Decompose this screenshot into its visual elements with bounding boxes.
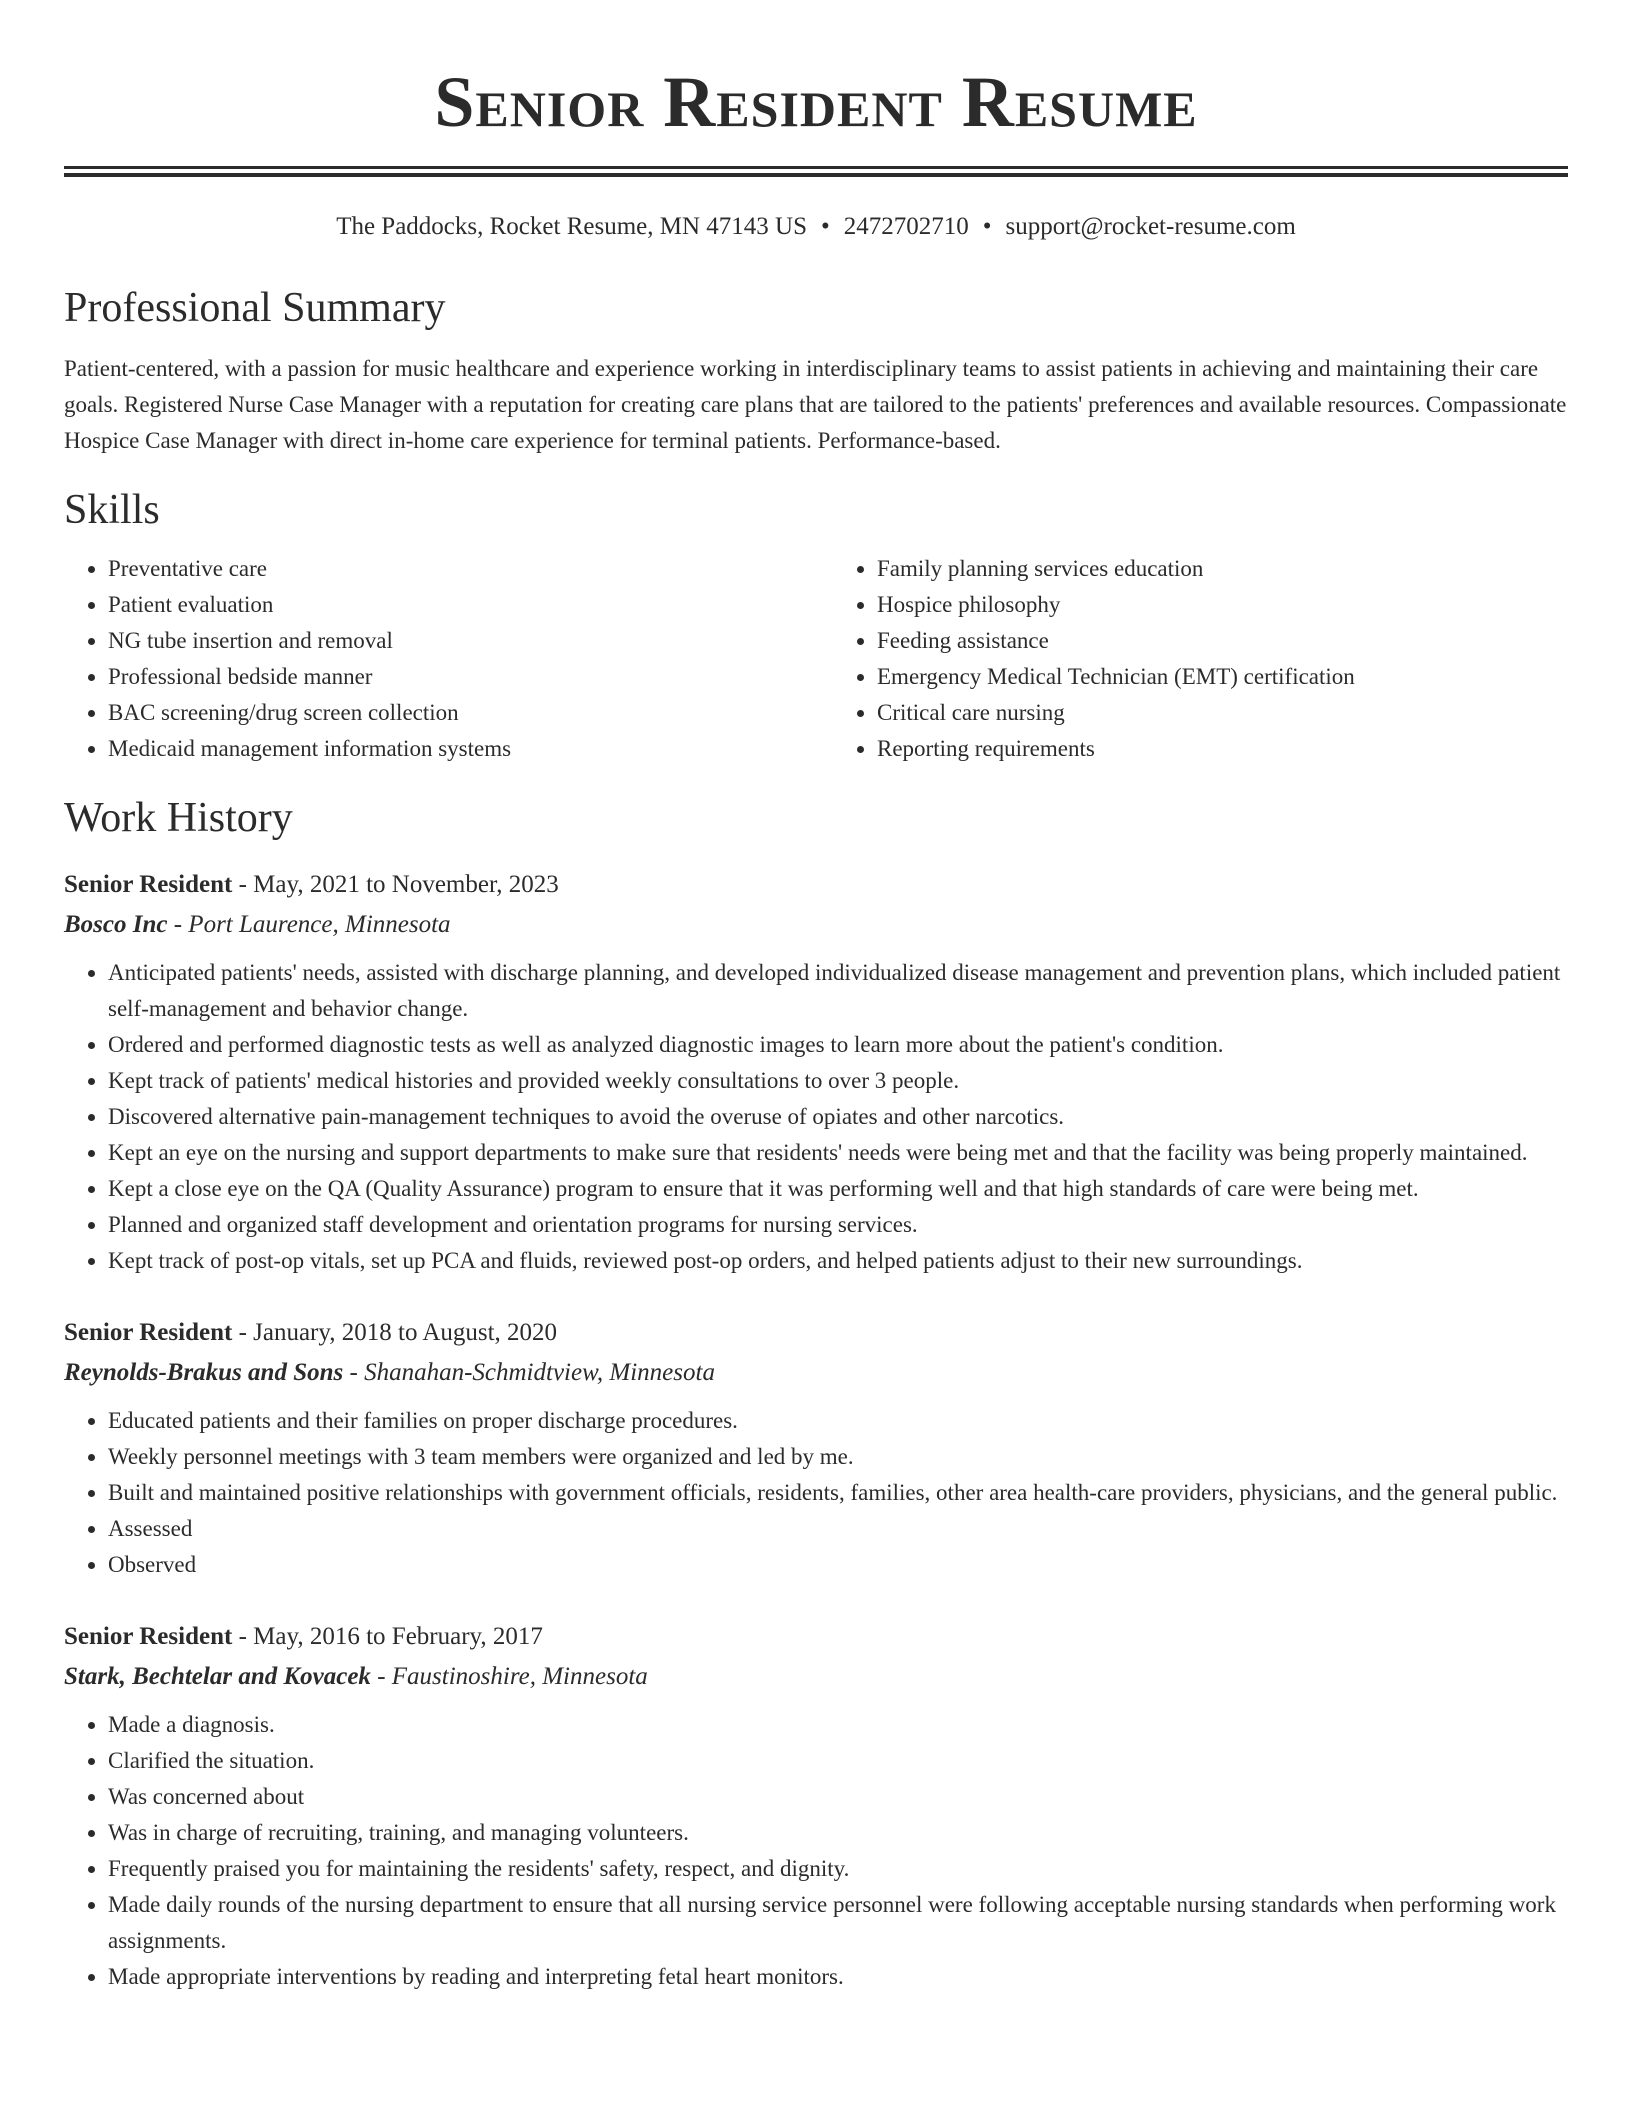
job-bullet: • Was in charge of recruiting, training, and managing volunteers. <box>108 1815 1568 1851</box>
job-location: - Port Laurence, Minnesota <box>167 911 451 938</box>
job-bullet: • Clarified the situation. <box>108 1743 1568 1779</box>
skill-item: • NG tube insertion and removal <box>108 623 799 659</box>
skills-heading: Skills <box>64 487 160 533</box>
job-entry <box>64 1617 1568 1995</box>
job-entry <box>64 865 1568 1279</box>
summary-heading: Professional Summary <box>64 285 446 331</box>
resume-title: Senior Resident Resume <box>434 62 1198 142</box>
skill-item: • Critical care nursing <box>877 695 1568 731</box>
job-bullets <box>64 955 1568 1279</box>
title-divider-top <box>64 166 1568 169</box>
job-company-line <box>64 905 1568 945</box>
skills-column-right <box>799 551 1568 767</box>
contact-separator: • <box>820 213 830 240</box>
skill-item: • Reporting requirements <box>877 731 1568 767</box>
job-bullet: • Made daily rounds of the nursing department to ensure that all nursing service personnel were following acceptable nursing standards when performing work assignments. <box>108 1887 1568 1959</box>
job-title: Senior Resident <box>64 1319 233 1346</box>
job-bullet: • Observed <box>108 1547 1568 1583</box>
job-bullet: • Ordered and performed diagnostic tests as well as analyzed diagnostic images to learn more about the patient's condition. <box>108 1027 1568 1063</box>
job-title-line <box>64 1617 1568 1657</box>
job-title: Senior Resident <box>64 1623 233 1650</box>
job-bullet: • Educated patients and their families on proper discharge procedures. <box>108 1403 1568 1439</box>
resume-page <box>64 0 1568 1995</box>
job-dates: - January, 2018 to August, 2020 <box>232 1319 558 1346</box>
job-bullet: • Kept track of patients' medical histories and provided weekly consultations to over 3 people. <box>108 1063 1568 1099</box>
job-bullet: • Made a diagnosis. <box>108 1707 1568 1743</box>
contact-line <box>64 211 1568 243</box>
job-bullet: • Kept an eye on the nursing and support departments to make sure that residents' needs were being met and that the facility was being properly maintained. <box>108 1135 1568 1171</box>
job-bullet: • Was concerned about <box>108 1779 1568 1815</box>
job-bullet: • Built and maintained positive relationships with government officials, residents, families, other area health-care providers, physicians, and the general public. <box>108 1475 1568 1511</box>
job-company-line <box>64 1353 1568 1393</box>
title-divider-bottom <box>64 173 1568 177</box>
job-entry <box>64 1313 1568 1583</box>
job-bullet: • Anticipated patients' needs, assisted with discharge planning, and developed individualized disease management and prevention plans, which included patient self-management and behavior change. <box>108 955 1568 1027</box>
job-bullet: • Assessed <box>108 1511 1568 1547</box>
job-dates: - May, 2016 to February, 2017 <box>232 1623 543 1650</box>
job-title-line <box>64 1313 1568 1353</box>
job-bullets <box>64 1707 1568 1995</box>
job-company: Bosco Inc <box>64 911 168 938</box>
job-bullet: • Kept track of post-op vitals, set up PCA and fluids, reviewed post-op orders, and helped patients adjust to their new surroundings. <box>108 1243 1568 1279</box>
summary-text: Patient-centered, with a passion for music healthcare and experience working in interdisciplinary teams to assist patients in achieving and maintaining their care goals. Registered Nurse Case Manager with a reputation for creating care plans that are tailored to the patients' preferences and available resources. Compassionate Hospice Case Manager with direct in-home care experience for terminal patients. Performance-based. <box>64 356 1567 453</box>
job-title: Senior Resident <box>64 871 233 898</box>
skill-item: • Emergency Medical Technician (EMT) certification <box>877 659 1568 695</box>
skill-item: • BAC screening/drug screen collection <box>108 695 799 731</box>
job-location: - Faustinoshire, Minnesota <box>370 1663 648 1690</box>
job-bullet: • Made appropriate interventions by reading and interpreting fetal heart monitors. <box>108 1959 1568 1995</box>
contact-phone: 2472702710 <box>843 213 969 240</box>
job-title-line <box>64 865 1568 905</box>
job-bullet: • Frequently praised you for maintaining the residents' safety, respect, and dignity. <box>108 1851 1568 1887</box>
skill-item: • Preventative care <box>108 551 799 587</box>
contact-address: The Paddocks, Rocket Resume, MN 47143 US <box>336 213 807 240</box>
skill-item: • Hospice philosophy <box>877 587 1568 623</box>
job-company-line <box>64 1657 1568 1697</box>
skill-item: • Family planning services education <box>877 551 1568 587</box>
skills-column-left <box>64 551 799 767</box>
job-bullet: • Planned and organized staff development and orientation programs for nursing services. <box>108 1207 1568 1243</box>
skill-item: • Professional bedside manner <box>108 659 799 695</box>
skill-item: • Feeding assistance <box>877 623 1568 659</box>
job-dates: - May, 2021 to November, 2023 <box>232 871 559 898</box>
skills-list <box>64 551 1568 767</box>
contact-separator: • <box>982 213 992 240</box>
job-bullet: • Discovered alternative pain-management techniques to avoid the overuse of opiates and other narcotics. <box>108 1099 1568 1135</box>
job-company: Reynolds-Brakus and Sons <box>64 1359 344 1386</box>
job-company: Stark, Bechtelar and Kovacek <box>64 1663 371 1690</box>
contact-email: support@rocket-resume.com <box>1005 213 1296 240</box>
job-bullet: • Weekly personnel meetings with 3 team members were organized and led by me. <box>108 1439 1568 1475</box>
work-history-heading: Work History <box>64 795 293 841</box>
skill-item: • Medicaid management information systems <box>108 731 799 767</box>
job-bullet: • Kept a close eye on the QA (Quality Assurance) program to ensure that it was performing well and that high standards of care were being met. <box>108 1171 1568 1207</box>
skill-item: • Patient evaluation <box>108 587 799 623</box>
job-location: - Shanahan-Schmidtview, Minnesota <box>343 1359 715 1386</box>
job-bullets <box>64 1403 1568 1583</box>
